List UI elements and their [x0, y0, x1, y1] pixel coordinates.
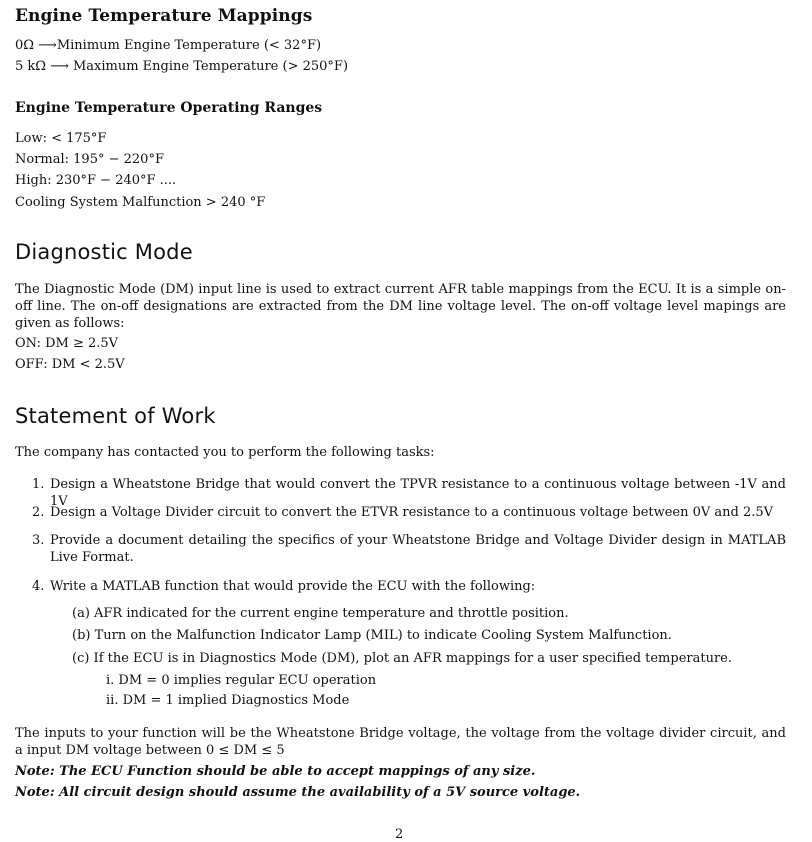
work-intro: The company has contacted you to perform the following tasks: [15, 445, 435, 460]
list-item-number: 1. [32, 477, 45, 492]
section-title-operating-ranges: Engine Temperature Operating Ranges [15, 100, 323, 116]
note-mappings: Note: The ECU Function should be able to accept mappings of any size. [15, 764, 536, 779]
sub-sub-item-ii: ii. DM = 1 implied Diagnostics Mode [106, 693, 350, 708]
inputs-paragraph: The inputs to your function will be the Wheatstone Bridge voltage, the voltage from the voltage divider circuit, and a input DM voltage between 0 ≤ DM ≤ 5 [15, 726, 786, 758]
sub-item-b: (b) Turn on the Malfunction Indicator Lamp (MIL) to indicate Cooling System Malfunction. [72, 628, 672, 643]
sub-sub-item-i: i. DM = 0 implies regular ECU operation [106, 673, 377, 688]
sub-item-c: (c) If the ECU is in Diagnostics Mode (DM), plot an AFR mappings for a user specified temperature. [72, 651, 733, 666]
list-item-number: 4. [32, 579, 45, 594]
sub-item-a: (a) AFR indicated for the current engine temperature and throttle position. [72, 606, 569, 621]
range-low: Low: < 175°F [15, 131, 107, 146]
list-item-text: Provide a document detailing the specifics of your Wheatstone Bridge and Voltage Divider design in MATLAB Live Format. [50, 533, 786, 565]
list-item-number: 3. [32, 533, 45, 548]
section-title-statement-of-work: Statement of Work [15, 404, 216, 428]
list-item-text: Write a MATLAB function that would provide the ECU with the following: [50, 579, 536, 594]
note-source-voltage: Note: All circuit design should assume the availability of a 5V source voltage. [15, 785, 581, 800]
diagnostic-off-condition: OFF: DM < 2.5V [15, 357, 125, 372]
mapping-max-temperature: 5 kΩ ⟶ Maximum Engine Temperature (> 250°F) [15, 59, 349, 74]
list-item-text: Design a Voltage Divider circuit to convert the ETVR resistance to a continuous voltage between 0V and 2.5V [50, 505, 774, 520]
range-normal: Normal: 195° − 220°F [15, 152, 164, 167]
section-title-diagnostic-mode: Diagnostic Mode [15, 240, 193, 264]
range-cooling-malfunction: Cooling System Malfunction > 240 °F [15, 195, 266, 210]
page-number: 2 [395, 827, 404, 842]
list-item-text: Design a Wheatstone Bridge that would convert the TPVR resistance to a continuous voltage between -1V and 1V [50, 477, 786, 509]
list-item-number: 2. [32, 505, 45, 520]
section-title-temperature-mappings: Engine Temperature Mappings [15, 6, 313, 26]
diagnostic-paragraph: The Diagnostic Mode (DM) input line is used to extract current AFR table mappings from the ECU. It is a simple on-off line. The on-off designations are extracted from the DM line voltage level. The on-off voltage level mapings are given as follows: [15, 282, 786, 331]
range-high: High: 230°F − 240°F .... [15, 173, 177, 188]
diagnostic-on-condition: ON: DM ≥ 2.5V [15, 336, 119, 351]
mapping-min-temperature: 0Ω ⟶Minimum Engine Temperature (< 32°F) [15, 38, 322, 53]
